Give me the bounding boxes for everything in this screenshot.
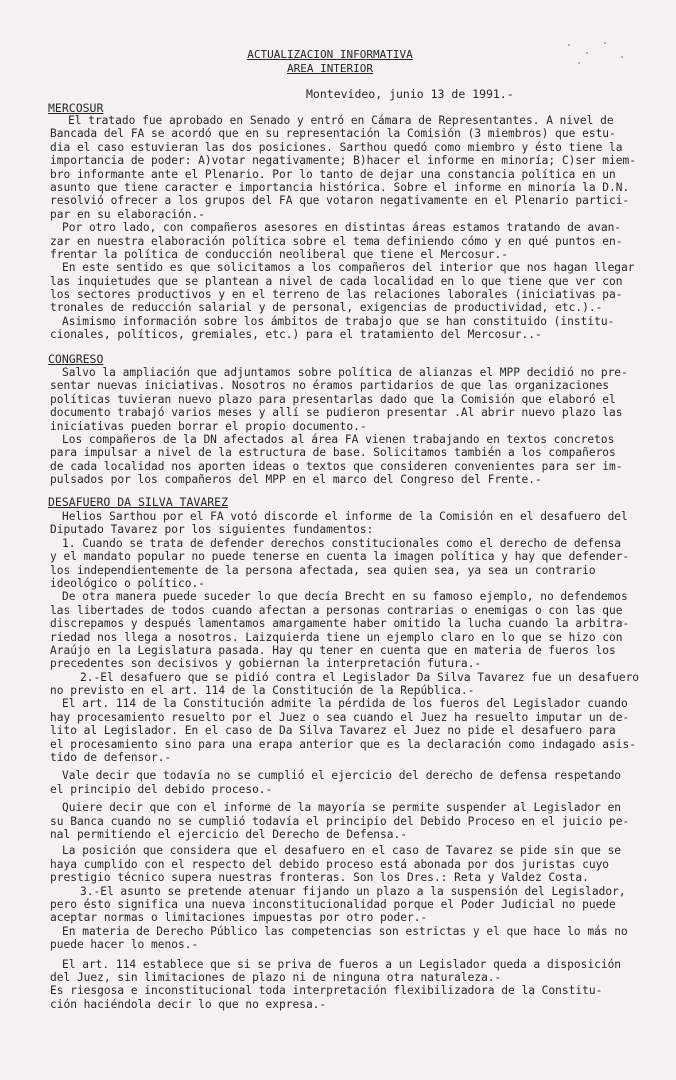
paragraph-line: discrepamos y después lamentamos amargamente haber omitido la lucha cuando la arbitra-	[50, 617, 630, 631]
paragraph-line: El art. 114 de la Constitución admite la pérdida de los fueros del Legislador cuando	[62, 697, 628, 711]
paragraph-line: tido de defensor.-	[50, 751, 172, 765]
paragraph-line: par en su elaboración.-	[50, 207, 205, 221]
paragraph-line: para impulsar a nivel de la estructura de base. Solicitamos también a los compañeros	[50, 446, 616, 460]
paragraph-line: El art. 114 establece que si se priva de fueros a un Legislador queda a disposición	[62, 957, 622, 971]
paragraph-line: ción haciéndola decir lo que no expresa.-	[50, 997, 327, 1011]
paragraph-line: documento trabajó varios meses y allí se pudieron presentar .Al abrir nuevo plazo las	[50, 406, 623, 420]
paragraph-line: resolvió ofrecer a los grupos del FA que votaron negativamente en el Plenario partici-	[50, 194, 630, 208]
paragraph-line: La posición que considera que el desafuero en el caso de Tavarez se pide sin que se	[62, 844, 622, 858]
section-heading-desafuero: DESAFUERO DA SILVA TAVAREZ	[48, 495, 229, 509]
paragraph-line: importancia de poder: A)votar negativamente; B)hacer el informe en minoría; C)ser miem-	[50, 154, 636, 168]
document-title: ACTUALIZACION INFORMATIVA	[247, 48, 413, 61]
section-body-desafuero	[50, 510, 640, 1011]
section-body-congreso	[50, 366, 640, 487]
paragraph-line: ideológico o político.-	[50, 576, 205, 590]
paragraph-line: Quiere decir que con el informe de la mayoría se permite suspender al Legislador en	[62, 801, 622, 815]
paragraph-line: Bancada del FA se acordó que en su representación la Comisión (3 miembros) que estu-	[50, 127, 616, 141]
paragraph-line: riedad nos llega a nosotros. Laizquierda tiene un ejemplo claro en lo que se hizo con	[50, 630, 623, 644]
paragraph-line: los independientemente de la persona afectada, sea quien sea, ya sea un contrario	[50, 563, 596, 577]
paragraph-line: precedentes son decisivos y gobiernan la interpretación futura.-	[50, 657, 482, 671]
paragraph-line: zar en nuestra elaboración política sobre el tema definiendo cómo y en qué puntos en-	[50, 234, 623, 248]
paragraph-line: Diputado Tavarez por los siguientes fundamentos:	[50, 523, 374, 537]
paragraph-line: y el mandato popular no puede tenerse en cuenta la imagen política y hay que defender-	[50, 550, 630, 564]
section-heading-congreso: CONGRESO	[48, 352, 104, 366]
paragraph-line: iniciativas pueden borrar el propio documento.-	[50, 419, 367, 433]
paragraph-line: sentar nuevas iniciativas. Nosotros no éramos partidarios de que las organizaciones	[50, 379, 610, 393]
paragraph-line: 1. Cuando se trata de defender derechos constitucionales como el derecho de defensa	[62, 536, 622, 550]
section-body-mercosur	[50, 114, 640, 342]
document-header	[230, 48, 430, 76]
paragraph-line: pero ésto significa una nueva inconstitucionalidad porque el Poder Judicial no puede	[50, 897, 616, 911]
paragraph-line: Es riesgosa e inconstitucional toda interpretación flexibilizadora de la Constitu-	[50, 984, 603, 998]
paragraph-line: Vale decir que todavía no se cumplió el ejercicio del derecho de defensa respetando	[62, 769, 622, 783]
paragraph-line: los sectores productivos y en el terreno de las relaciones laborales (iniciativas pa-	[50, 288, 623, 302]
paragraph-line: Asimismo información sobre los ámbitos de trabajo que se han constituido (institu-	[62, 314, 615, 328]
paragraph-line: puede hacer lo menos.-	[50, 938, 199, 952]
paragraph-line: las inquietudes que se plantean a nivel de cada localidad en lo que tiene que ver con	[50, 274, 623, 288]
paragraph-line: El tratado fue aprobado en Senado y entró en Cámara de Representantes. A nivel de	[68, 114, 614, 127]
paragraph-line: pulsados por los compañeros del MPP en el marco del Congreso del Frente.-	[50, 473, 542, 487]
paragraph-line: lito al Legislador. En el caso de Da Silva Tavarez el Juez no pide el desafuero para	[50, 724, 616, 738]
paragraph-line: aceptar normas o limitaciones impuestas por otro poder.-	[50, 911, 428, 925]
paragraph-line: tronales de reducción salarial y de personal, exigencias de productividad, etc.).-	[50, 301, 603, 315]
paragraph-line: En este sentido es que solicitamos a los compañeros del interior que nos hagan llegar	[62, 261, 635, 275]
paragraph-line: cionales, políticos, gremiales, etc.) para el tratamiento del Mercosur..-	[50, 328, 542, 342]
paragraph-line: Por otro lado, con compañeros asesores en distintas áreas estamos tratando de avan-	[62, 221, 622, 235]
date-line: Montevideo, junio 13 de 1991.-	[306, 87, 514, 101]
paragraph-line: 2.-El desafuero que se pidió contra el Legislador Da Silva Tavarez fue un desafuero	[80, 670, 640, 684]
paragraph-line: 3.-El asunto se pretende atenuar fijando un plazo a la suspensión del Legislador,	[80, 884, 626, 898]
paragraph-line: de cada localidad nos aporten ideas o textos que consideren convenientes para ser im-	[50, 459, 623, 473]
paragraph-line: políticas tuvieran nuevo plazo para presentarlas dado que la Comisión que elaboró el	[50, 392, 616, 406]
paragraph-line: En materia de Derecho Público las competencias son estrictas y el que hace lo más no	[62, 924, 628, 938]
paragraph-line: hay procesamiento resuelto por el Juez o sea cuando el Juez ha resuelto imputar un de-	[50, 710, 630, 724]
paragraph-line: no previsto en el art. 114 de la Constitución de la República.-	[50, 684, 475, 698]
paragraph-line: el procesamiento sino para una erapa anterior que es la declaración como indagado asis-	[50, 737, 636, 751]
paper-specks	[566, 40, 636, 70]
paragraph-line: asunto que tiene caracter e importancia histórica. Sobre el informe en minoría la D.N.	[50, 180, 630, 194]
paragraph-line: del Juez, sin limitaciones de plazo ni de ninguna otra naturaleza.-	[50, 970, 502, 984]
paragraph-line: Araújo en la Legislatura pasada. Hay qu tener en cuenta que en materia de fueros los	[50, 643, 616, 657]
paragraph-line: De otra manera puede suceder lo que decía Brecht en su famoso ejemplo, no defendemos	[62, 590, 628, 604]
paragraph-line: bro informante ante el Plenario. Por lo tanto de dejar una constancia política en un	[50, 167, 616, 181]
paragraph-line: su Banca cuando no se cumplió todavía el principio del Debido Proceso en el juicio pe-	[50, 814, 630, 828]
paragraph-line: el principio del debido proceso.-	[50, 782, 273, 796]
paragraph-line: las libertades de todos cuando afectan a personas contrarias o enemigas o con las que	[50, 603, 623, 617]
paragraph-line: prestigio técnico supera nuestras fronteras. Son los Dres.: Reta y Valdez Costa.	[50, 871, 589, 885]
document-subtitle: AREA INTERIOR	[286, 62, 374, 75]
paragraph-line: frentar la política de conducción neoliberal que tiene el Mercosur.-	[50, 247, 509, 261]
paragraph-line: nal permitiendo el ejercicio del Derecho de Defensa.-	[50, 827, 407, 841]
paragraph-line: dia el caso estuvieran las dos posiciones. Sarthou quedó como miembro y ésto tiene la	[50, 140, 623, 154]
paragraph-line: haya cumplido con el respecto del debido proceso está abonada por dos juristas cuyo	[50, 857, 610, 871]
paragraph-line: Los compañeros de la DN afectados al área FA vienen trabajando en textos concretos	[62, 432, 615, 446]
section-heading-mercosur: MERCOSUR	[48, 101, 104, 115]
paragraph-line: Helios Sarthou por el FA votó discorde el informe de la Comisión en el desafuero del	[62, 510, 628, 523]
paragraph-line: Salvo la ampliación que adjuntamos sobre política de alianzas el MPP decidió no pre-	[62, 366, 628, 379]
